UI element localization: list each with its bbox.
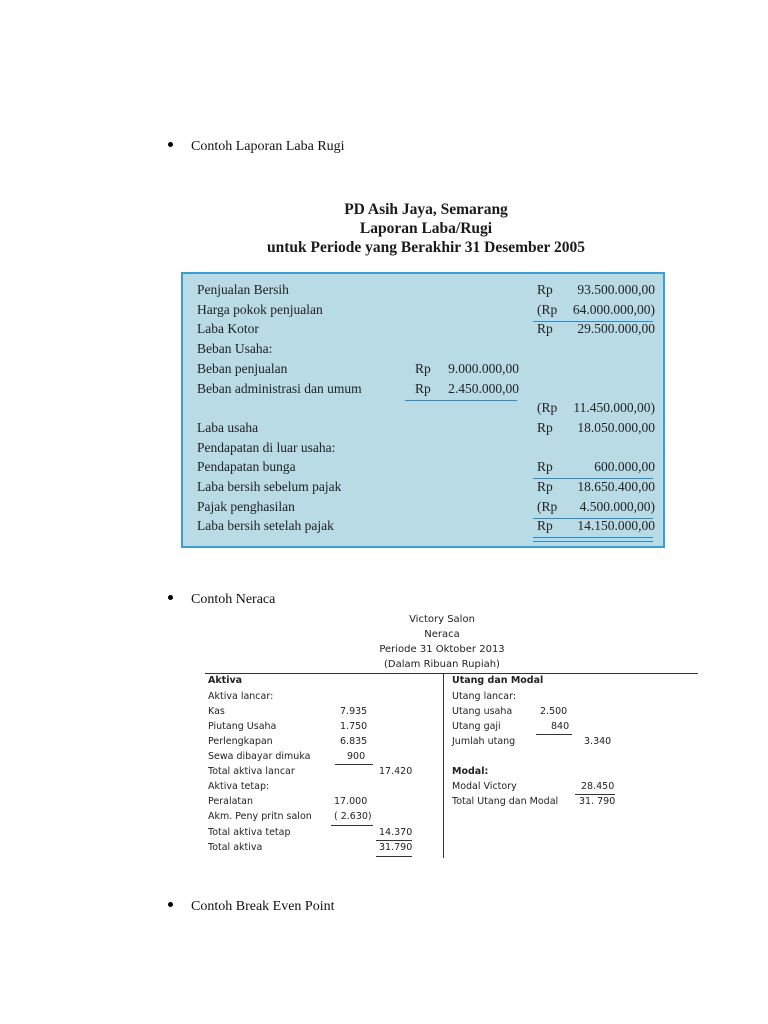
laba-rugi-figure: [178, 190, 674, 558]
row-label: Pendapatan di luar usaha:: [197, 439, 336, 455]
akm-value: ( 2.630): [334, 811, 372, 822]
currency: Rp: [537, 518, 553, 534]
bullet-icon: [168, 142, 173, 147]
bullet-bep: [168, 899, 335, 915]
peralatan-value: 17.000: [334, 796, 368, 807]
jumlah-utang-label: Jumlah utang: [452, 736, 516, 747]
laba-rugi-row: [197, 302, 659, 322]
total-underline: [533, 537, 653, 538]
amount: 64.000.000,00): [572, 301, 655, 317]
row-label: Pendapatan bunga: [197, 459, 296, 475]
subtotal-rule: [536, 734, 572, 735]
row-label: Beban administrasi dan umum: [197, 380, 362, 396]
neraca-title: Neraca: [424, 629, 460, 640]
bullet-text: Contoh Neraca: [191, 592, 276, 607]
row-label: Beban Usaha:: [197, 341, 273, 357]
peralatan-label: Peralatan: [208, 796, 253, 807]
modal-victory-label: Modal Victory: [452, 781, 517, 792]
subtotal-underline: [533, 478, 653, 479]
amount: 18.050.000,00: [577, 419, 655, 435]
utang-gaji-label: Utang gaji: [452, 721, 501, 732]
utang-gaji-value: 840: [551, 721, 570, 732]
neraca-divider: [443, 673, 444, 858]
amount: 29.500.000,00: [577, 321, 655, 337]
amount: 11.450.000,00): [573, 400, 655, 416]
jumlah-utang-value: 3.340: [584, 736, 612, 747]
laba-rugi-row: [197, 479, 659, 499]
laba-rugi-table: [181, 272, 665, 548]
row-label: Pajak penghasilan: [197, 498, 295, 514]
row-label: Laba bersih sebelum pajak: [197, 479, 342, 494]
amount: 9.000.000,00: [448, 360, 519, 376]
neraca-company: Victory Salon: [409, 614, 475, 625]
bullet-text: Contoh Laporan Laba Rugi: [191, 139, 345, 154]
amount: 2.450.000,00: [448, 380, 519, 396]
neraca-top-rule: [205, 673, 698, 674]
report-period: untuk Periode yang Berakhir 31 Desember 2005: [266, 239, 586, 256]
kas-value: 7.935: [340, 706, 368, 717]
subtotal-rule: [575, 794, 615, 795]
akm-label: Akm. Peny pritn salon: [208, 811, 312, 822]
sewa-value: 900: [347, 751, 366, 762]
subtotal-rule: [376, 840, 412, 841]
subtotal-underline: [533, 518, 653, 519]
currency: (Rp: [537, 498, 558, 514]
currency: Rp: [537, 282, 553, 297]
row-label: Beban penjualan: [197, 360, 288, 376]
neraca-figure: [195, 610, 698, 860]
subtotal-underline: [405, 400, 517, 401]
currency: Rp: [537, 479, 553, 494]
subtotal-rule: [331, 825, 373, 826]
subtotal-rule: [335, 764, 373, 765]
total-rule: [376, 856, 412, 857]
utang-usaha-value: 2.500: [540, 706, 568, 717]
piutang-label: Piutang Usaha: [208, 721, 277, 732]
amount: 93.500.000,00: [577, 282, 655, 297]
total-utang-modal-value: 31. 790: [579, 796, 616, 807]
aktiva-title: Aktiva: [208, 675, 243, 686]
currency: Rp: [537, 459, 553, 475]
row-label: Laba Kotor: [197, 321, 259, 337]
currency: Rp: [415, 360, 431, 376]
total-tetap-value: 14.370: [379, 827, 413, 838]
currency: Rp: [415, 380, 431, 396]
total-lancar-label: Total aktiva lancar: [208, 766, 295, 777]
neraca-period: Periode 31 Oktober 2013: [379, 644, 505, 655]
amount: 14.150.000,00: [577, 518, 655, 534]
laba-rugi-row: [197, 518, 659, 538]
bullet-icon: [168, 902, 173, 907]
report-name: Laporan Laba/Rugi: [359, 220, 493, 237]
laba-rugi-row: [197, 282, 659, 302]
total-double-underline: [533, 541, 653, 542]
bullet-laba-rugi: [168, 139, 345, 155]
laba-rugi-row: [197, 440, 659, 460]
piutang-value: 1.750: [340, 721, 368, 732]
row-label: Laba bersih setelah pajak: [197, 518, 334, 534]
sewa-label: Sewa dibayar dimuka: [208, 751, 311, 762]
kas-label: Kas: [208, 706, 225, 717]
bullet-icon: [168, 595, 173, 600]
total-lancar-value: 17.420: [379, 766, 413, 777]
laba-rugi-row: [197, 400, 659, 420]
total-utang-modal-label: Total Utang dan Modal: [452, 796, 559, 807]
currency: Rp: [537, 419, 553, 435]
amount: 4.500.000,00): [579, 498, 655, 514]
company-name: PD Asih Jaya, Semarang: [344, 201, 508, 218]
bullet-text: Contoh Break Even Point: [191, 899, 335, 914]
total-aktiva-label: Total aktiva: [208, 842, 263, 853]
aktiva-lancar-title: Aktiva lancar:: [208, 691, 274, 702]
passiva-title: Utang dan Modal: [452, 675, 544, 686]
utang-lancar-title: Utang lancar:: [452, 691, 517, 702]
subtotal-underline: [533, 321, 653, 322]
perlengkapan-label: Perlengkapan: [208, 736, 273, 747]
total-aktiva-value: 31.790: [379, 842, 413, 853]
modal-victory-value: 28.450: [581, 781, 615, 792]
laba-rugi-row: [197, 459, 659, 479]
bullet-neraca: [168, 592, 275, 608]
laba-rugi-row: [197, 381, 659, 401]
amount: 600.000,00: [594, 459, 655, 475]
laba-rugi-row: [197, 499, 659, 519]
laba-rugi-row: [197, 341, 659, 361]
aktiva-tetap-title: Aktiva tetap:: [208, 781, 270, 792]
laba-rugi-row: [197, 321, 659, 341]
perlengkapan-value: 6.835: [340, 736, 368, 747]
currency: (Rp: [537, 400, 558, 416]
laba-rugi-row: [197, 420, 659, 440]
row-label: Harga pokok penjualan: [197, 301, 323, 317]
laba-rugi-row: [197, 361, 659, 381]
row-label: Laba usaha: [197, 419, 259, 435]
row-label: Penjualan Bersih: [197, 282, 289, 297]
utang-usaha-label: Utang usaha: [452, 706, 513, 717]
modal-title: Modal:: [452, 766, 489, 777]
amount: 18.650.400,00: [577, 479, 655, 494]
currency: (Rp: [537, 301, 558, 317]
total-tetap-label: Total aktiva tetap: [208, 827, 291, 838]
currency: Rp: [537, 321, 553, 337]
neraca-unit: (Dalam Ribuan Rupiah): [384, 659, 500, 670]
laba-rugi-title: [178, 200, 674, 257]
